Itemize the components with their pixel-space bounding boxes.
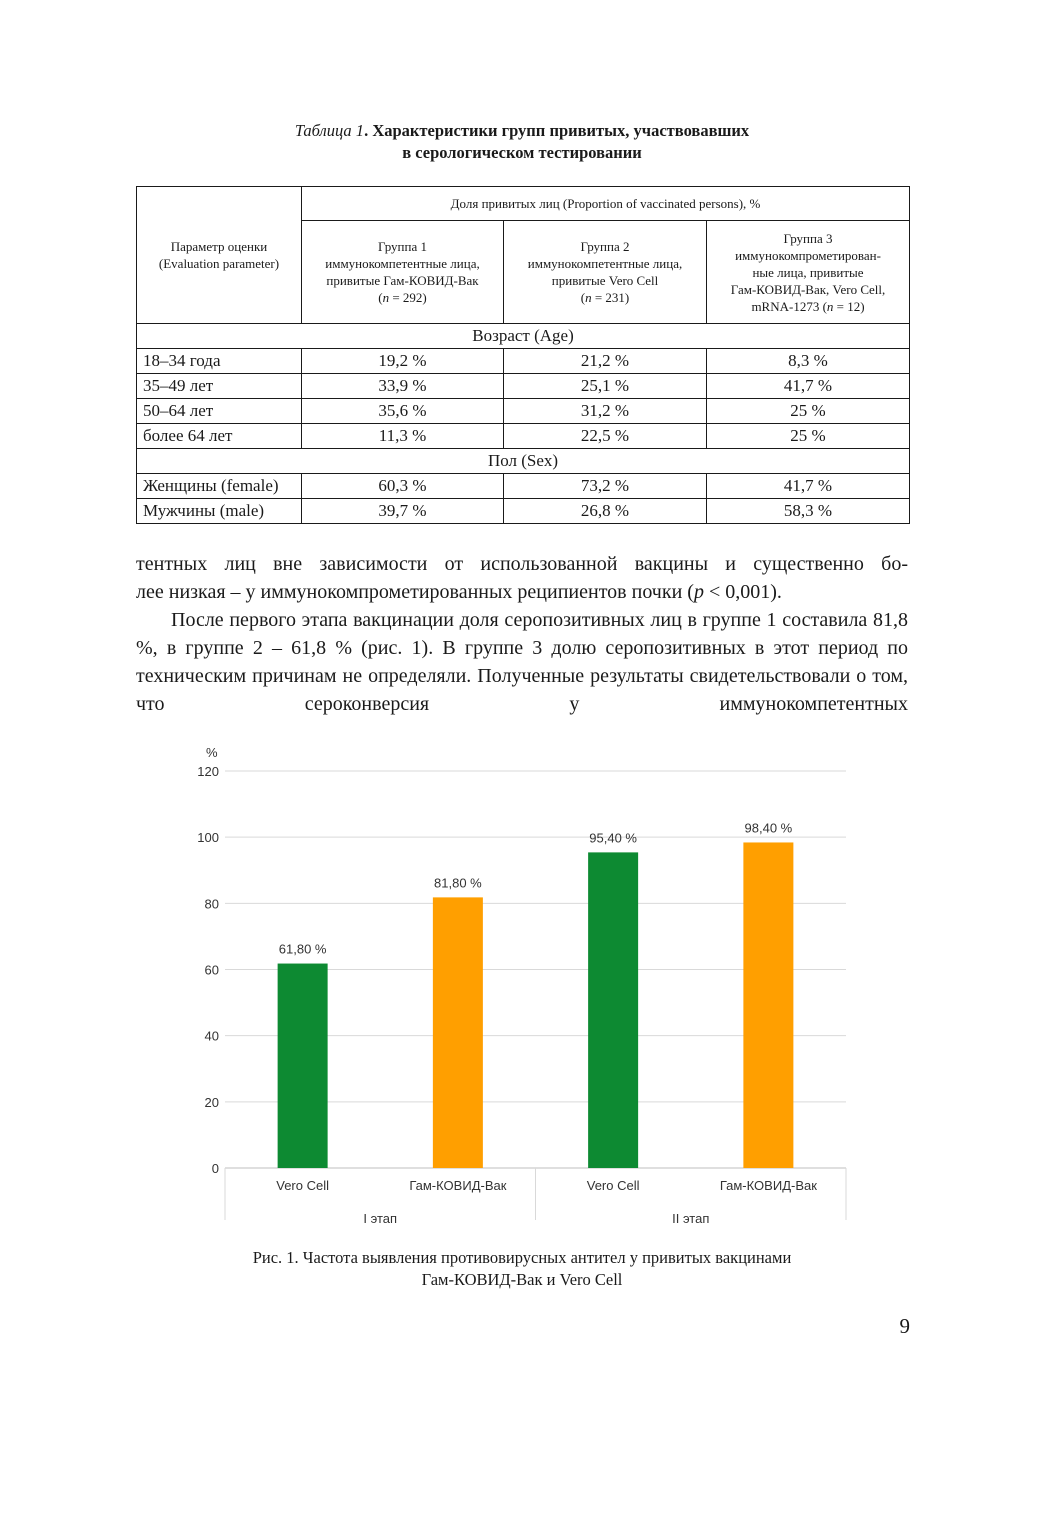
- header-group-1-line: иммунокомпетентные лица,: [325, 256, 480, 271]
- header-group-1-line: Группа 1: [378, 239, 427, 254]
- row-param: более 64 лет: [137, 424, 302, 449]
- row-param: Мужчины (male): [137, 499, 302, 524]
- header-group-3-line: иммунокомпрометирован-: [735, 247, 881, 263]
- y-tick-label: 20: [204, 1094, 219, 1110]
- n-value: = 231): [591, 290, 630, 305]
- row-value: 25 %: [707, 424, 910, 449]
- text-span: лее низкая – у иммунокомпрометированных реципиентов почки (: [136, 581, 694, 603]
- n-label: n: [585, 290, 592, 305]
- row-value: 60,3 %: [302, 474, 504, 499]
- row-value: 8,3 %: [707, 349, 910, 374]
- text-span: < 0,001).: [703, 581, 782, 603]
- bar: [743, 842, 793, 1168]
- row-value: 39,7 %: [302, 499, 504, 524]
- y-tick-label: 0: [211, 1161, 219, 1176]
- x-group-label: I этап: [363, 1211, 398, 1226]
- row-value: 33,9 %: [302, 374, 504, 399]
- section-title: Пол (Sex): [137, 449, 910, 474]
- table-caption: [136, 120, 908, 164]
- paragraph-2: После первого этапа вакцинации доля серопозитивных лиц в группе 1 составила 81,8 %, в группе 2 – 61,8 % (рис. 1). В группе 3 долю серопозитивных в этот период по техническим причинам не определяли. Полученные результаты свидетельствовали о том, что сероконверсия у иммунокомпетентных: [136, 609, 908, 715]
- header-param-cell: [137, 187, 302, 324]
- table-row: [137, 374, 910, 399]
- figure-caption: [136, 1247, 908, 1291]
- header-group-3-line: Гам-КОВИД-Вак, Vero Cell,: [730, 281, 886, 297]
- bar-value-label: 61,80 %: [278, 941, 327, 957]
- table-row: [137, 474, 910, 499]
- row-value: 22,5 %: [504, 424, 707, 449]
- header-group-3-n: [707, 298, 909, 315]
- table-row: [137, 499, 910, 524]
- paragraph-continued-line1: тентных лиц вне зависимости от использованной вакцины и существенно бо-: [136, 553, 908, 575]
- y-tick-label: 120: [197, 764, 219, 779]
- x-category-label: Vero Cell: [276, 1178, 329, 1193]
- row-value: 73,2 %: [504, 474, 707, 499]
- n-label: n: [826, 298, 834, 314]
- row-param: 50–64 лет: [137, 399, 302, 424]
- row-value: 19,2 %: [302, 349, 504, 374]
- header-proportion: Доля привитых лиц (Proportion of vaccinated persons), %: [302, 187, 910, 221]
- table-header-row-1: [137, 187, 910, 221]
- n-value: = 12): [833, 298, 865, 314]
- row-value: 41,7 %: [707, 374, 910, 399]
- row-param: 18–34 года: [137, 349, 302, 374]
- x-group-label: II этап: [672, 1211, 710, 1226]
- y-tick-label: 40: [204, 1028, 219, 1044]
- x-category-label: Vero Cell: [586, 1178, 640, 1193]
- p-value-symbol: p: [693, 581, 704, 603]
- x-category-label: Гам-КОВИД-Вак: [409, 1178, 507, 1193]
- n-value: = 292): [389, 290, 427, 305]
- row-value: 26,8 %: [504, 499, 707, 524]
- y-tick-label: 100: [197, 830, 219, 846]
- table-caption-label: Таблица 1: [294, 121, 365, 140]
- section-title: Возраст (Age): [137, 324, 910, 349]
- table-row: [137, 349, 910, 374]
- x-category-label: Гам-КОВИД-Вак: [719, 1178, 817, 1193]
- header-group-2-line: Группа 2: [580, 239, 630, 254]
- header-group-2-line: привитые Vero Cell: [551, 273, 659, 288]
- row-param: 35–49 лет: [137, 374, 302, 399]
- y-tick-label: 80: [204, 896, 219, 912]
- table-row: [137, 424, 910, 449]
- header-param-ru: Параметр оценки: [170, 239, 268, 254]
- body-text: [136, 550, 908, 718]
- bar-value-label: 98,40 %: [744, 820, 793, 836]
- figure-caption-line1: Рис. 1. Частота выявления противовирусных антител у привитых вакцинами: [252, 1248, 792, 1267]
- bar: [278, 964, 328, 1168]
- label-layer: [276, 820, 817, 1226]
- section-row-age: [137, 324, 910, 349]
- table-row: [137, 399, 910, 424]
- bar: [433, 897, 483, 1168]
- section-row-sex: [137, 449, 910, 474]
- header-group-1: [302, 221, 504, 324]
- row-value: 35,6 %: [302, 399, 504, 424]
- figure-caption-line2: Гам-КОВИД-Вак и Vero Cell: [421, 1270, 623, 1289]
- header-group-1-n: (n = 292): [378, 290, 427, 305]
- row-param: Женщины (female): [137, 474, 302, 499]
- n-label: n: [382, 290, 390, 305]
- bar: [588, 852, 638, 1168]
- page-number: 9: [899, 1314, 910, 1338]
- header-group-2: [504, 221, 707, 324]
- header-group-2-n: (n = 231): [580, 290, 630, 305]
- row-value: 11,3 %: [302, 424, 504, 449]
- row-value: 25,1 %: [504, 374, 707, 399]
- row-value: 31,2 %: [504, 399, 707, 424]
- bar-layer: [278, 842, 794, 1168]
- bar-value-label: 95,40 %: [589, 830, 637, 846]
- header-group-2-line: иммунокомпетентные лица,: [527, 256, 683, 271]
- row-value: 58,3 %: [707, 499, 910, 524]
- bar-value-label: 81,80 %: [434, 875, 482, 891]
- header-group-3: [707, 221, 910, 324]
- paragraph-continued-line2: [136, 578, 908, 606]
- seropositivity-bar-chart: [180, 735, 860, 1235]
- header-group-3-line: Группа 3: [783, 230, 833, 246]
- row-value: 25 %: [707, 399, 910, 424]
- row-value: 21,2 %: [504, 349, 707, 374]
- header-group-3-line: ные лица, привитые: [752, 264, 864, 280]
- n-prefix: mRNA-1273 (: [751, 298, 827, 314]
- y-tick-label: 60: [204, 962, 219, 978]
- characteristics-table: [136, 186, 910, 524]
- table-caption-title-line2: в серологическом тестировании: [402, 143, 642, 162]
- y-axis-label: %: [206, 745, 218, 760]
- header-param-en: (Evaluation parameter): [158, 256, 280, 271]
- row-value: 41,7 %: [707, 474, 910, 499]
- header-group-1-line: привитые Гам-КОВИД-Вак: [326, 273, 479, 288]
- table-caption-title: . Характеристики групп привитых, участвовавших: [364, 121, 750, 140]
